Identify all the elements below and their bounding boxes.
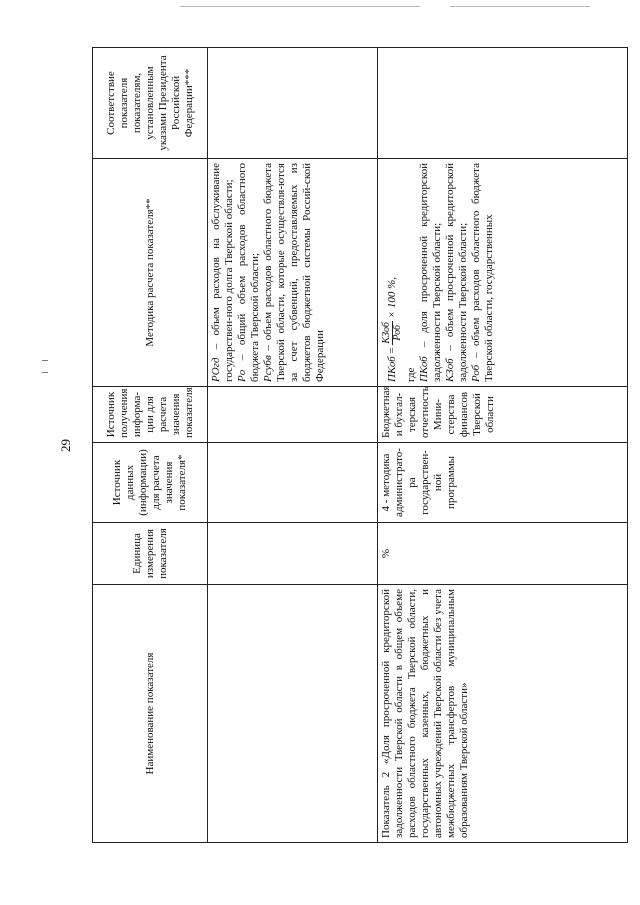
method-line: Pсубв – объем расходов областного бюджета Тверской области, которые осуществля-ются за счет субвенций, предоставляемых из бюджетов бюджетной системы Россий-ской Федерации <box>262 163 326 382</box>
header-compliance: Соответствие показателя показателям, установленным указами Президента Российской Федерации*** <box>93 48 208 159</box>
formula: ПКоб = КЗоб Роб × 100 %, <box>381 276 403 382</box>
scan-artifact <box>450 6 590 7</box>
cell-empty <box>208 585 378 843</box>
cell-method-continued <box>208 159 378 387</box>
indicator-table <box>92 47 628 843</box>
cell-source-info: Бюджетная и бухгал-терская отчетность Мини-стерства финансов Тверской области <box>378 387 628 443</box>
method-line: ПКоб – доля просроченной кредиторской задолженности Тверской области; <box>418 163 443 382</box>
cell-empty <box>208 48 378 159</box>
scan-artifact <box>180 6 420 7</box>
cell-indicator-name: Показатель 2 «Доля просроченной кредиторской задолженности Тверской области в общем объеме расходов областного бюджета Тверской области, государственных казенных, бюджетных и автономных учреждений Тверской области без учета межбюджетных трансфертов муниципальным образованиям Тверской области» <box>378 585 628 843</box>
cell-empty <box>208 387 378 443</box>
header-name: Наименование показателя <box>93 585 208 843</box>
formula-where: где <box>405 367 417 382</box>
table-row <box>378 48 628 843</box>
method-line: КЗоб – объем просроченной кредиторской задолженности Тверской области; <box>444 163 469 382</box>
page-number: 29 <box>58 439 73 452</box>
header-unit: Единица измерения показателя <box>93 523 208 585</box>
scan-artifact <box>42 372 48 373</box>
table-row <box>208 48 378 843</box>
method-line: POгд – объем расходов на обслуживание государствен-ного долга Тверской области; <box>210 163 235 382</box>
method-line: Po – общий объем расходов областного бюджета Тверской области; <box>236 163 261 382</box>
header-source-data: Источник данных (информации) для расчета значения показателя* <box>93 443 208 523</box>
scan-artifact <box>42 360 48 361</box>
cell-source-data: 4 - методика администрато-ра государствен-ной программы <box>378 443 628 523</box>
header-source-info: Источник получения информа-ции для расчета значения показателя <box>93 387 208 443</box>
cell-empty <box>208 443 378 523</box>
rotated-table-container <box>92 48 630 843</box>
formula-fraction: КЗоб Роб <box>381 322 403 344</box>
cell-empty <box>208 523 378 585</box>
method-line: Роб – объем расходов областного бюджета Тверской области, государственных <box>470 163 495 382</box>
header-method: Методика расчета показателя** <box>93 159 208 387</box>
cell-empty <box>378 48 628 159</box>
cell-unit: % <box>378 523 628 585</box>
header-row <box>93 48 208 843</box>
cell-method <box>378 159 628 387</box>
